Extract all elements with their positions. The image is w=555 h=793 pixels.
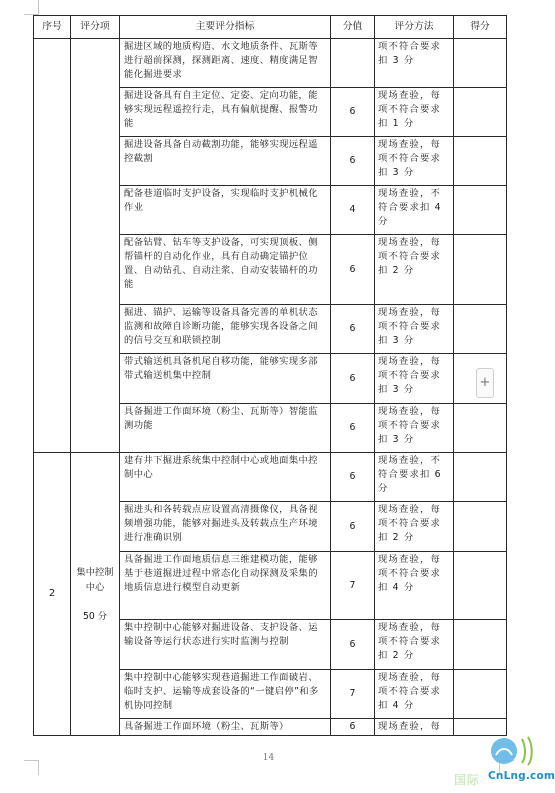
result-cell[interactable] — [454, 137, 507, 186]
score-cell: 7 — [331, 670, 375, 719]
method-cell: 现场查验，每项不符合要求扣 4 分 — [375, 670, 454, 719]
logo-leaf-shape — [528, 737, 532, 765]
table-header-row — [34, 16, 507, 39]
result-cell[interactable] — [454, 39, 507, 88]
result-cell[interactable] — [454, 404, 507, 453]
crop-mark-top-left — [24, 0, 39, 15]
header-item: 评分项 — [71, 16, 120, 39]
table-row — [34, 453, 507, 502]
score-cell: 6 — [331, 354, 375, 404]
category-name: 集中控制中心 — [76, 566, 114, 593]
indicator-cell: 掘进设备具备自动截割功能，能够实现远程遥控截割 — [120, 137, 331, 186]
seq-cell-empty — [34, 39, 71, 453]
header-result: 得分 — [454, 16, 507, 39]
method-cell: 现场查验，每项不符合要求扣 2 分 — [375, 502, 454, 552]
result-cell[interactable] — [454, 502, 507, 552]
scoring-table — [33, 15, 507, 736]
indicator-cell: 具备掘进工作面地质信息三维建模功能，能够基于巷道掘进过程中常态化自动探测及采集的地质信息进行模型自动更新 — [120, 552, 331, 620]
result-cell[interactable] — [454, 620, 507, 670]
header-method: 评分方法 — [375, 16, 454, 39]
indicator-cell: 具备掘进工作面环境（粉尘、瓦斯等）智能监测功能 — [120, 404, 331, 453]
indicator-cell: 集中控制中心能够实现巷道掘进工作面破岩、临时支护、运输等成套设备的“一键启停”和多机协同控制 — [120, 670, 331, 719]
score-cell: 6 — [331, 719, 375, 736]
header-score: 分值 — [331, 16, 375, 39]
indicator-cell: 建有井下掘进系统集中控制中心或地面集中控制中心 — [120, 453, 331, 502]
method-cell: 现场查验，每项不符合要求扣 2 分 — [375, 620, 454, 670]
page-number: 14 — [262, 753, 275, 763]
item-cell-empty — [71, 39, 120, 453]
seq-number: 2 — [34, 453, 71, 736]
category-score: 50 分 — [82, 610, 108, 622]
indicator-cell: 集中控制中心能够对掘进设备、支护设备、运输设备等运行状态进行实时监测与控制 — [120, 620, 331, 670]
add-button[interactable]: + — [476, 368, 494, 398]
header-seq: 序号 — [34, 16, 71, 39]
indicator-cell: 带式输送机具备机尾自移功能，能够实现多部带式输送机集中控制 — [120, 354, 331, 404]
score-cell: 6 — [331, 404, 375, 453]
score-cell: 6 — [331, 88, 375, 137]
method-cell: 现场查验，每项不符合要求扣 3 分 — [375, 354, 454, 404]
header-indicator: 主要评分指标 — [120, 16, 331, 39]
score-cell: 6 — [331, 620, 375, 670]
result-cell[interactable] — [454, 670, 507, 719]
result-cell[interactable] — [454, 235, 507, 305]
method-cell: 现场查验，每项不符合要求扣 1 分 — [375, 88, 454, 137]
method-cell: 现场查验，不符合要求扣 4 分 — [375, 186, 454, 235]
category-cell — [71, 453, 120, 736]
method-cell: 现场查验，不符合要求扣 6 分 — [375, 453, 454, 502]
score-cell: 6 — [331, 235, 375, 305]
method-cell: 现场查验，每项不符合要求扣 3 分 — [375, 404, 454, 453]
score-cell: 7 — [331, 552, 375, 620]
score-cell: 4 — [331, 186, 375, 235]
method-cell: 现场查验，每项不符合要求扣 4 分 — [375, 552, 454, 620]
indicator-cell: 掘进头和各转载点应设置高清摄像仪，具备视频增强功能，能够对掘进头及转载点生产环境进行准确识别 — [120, 502, 331, 552]
result-cell[interactable] — [454, 88, 507, 137]
score-cell: 6 — [331, 305, 375, 354]
score-cell: 6 — [331, 502, 375, 552]
result-cell[interactable] — [454, 552, 507, 620]
method-cell: 现场查验，每项不符合要求扣 3 分 — [375, 305, 454, 354]
indicator-cell: 掘进区域的地质构造、水文地质条件、瓦斯等进行超前探测，探测距离、速度、精度满足智能化掘进要求 — [120, 39, 331, 88]
logo-drop-shape — [491, 738, 517, 764]
table-row — [34, 39, 507, 88]
indicator-cell: 具备掘进工作面环境（粉尘、瓦斯等） — [120, 719, 331, 736]
indicator-cell: 掘进、锚护、运输等设备具备完善的单机状态监测和故障自诊断功能，能够实现各设备之间的信号交互和联锁控制 — [120, 305, 331, 354]
result-cell[interactable] — [454, 305, 507, 354]
indicator-cell: 配备巷道临时支护设备，实现临时支护机械化作业 — [120, 186, 331, 235]
logo-text[interactable]: CnLng.com — [488, 770, 555, 782]
logo-watermark: 国际 — [454, 773, 481, 787]
score-cell — [331, 39, 375, 88]
method-cell: 项不符合要求扣 3 分 — [375, 39, 454, 88]
indicator-cell: 掘进设备具有自主定位、定姿、定向功能，能够实现远程遥控行走，具有偏航提醒、报警功能 — [120, 88, 331, 137]
indicator-cell: 配备钻臂、钻车等支护设备，可实现顶板、侧帮锚杆的自动化作业，具有自动确定锚护位置、自动钻孔、自动注浆、自动安装锚杆的功能 — [120, 235, 331, 305]
logo-leaf-shape — [522, 739, 525, 763]
method-cell: 现场查验，每项不符合要求扣 2 分 — [375, 235, 454, 305]
method-cell: 现场查验，每项不符合要求扣 3 分 — [375, 137, 454, 186]
score-cell: 6 — [331, 453, 375, 502]
method-cell: 现场查验，每 — [375, 719, 454, 736]
score-cell: 6 — [331, 137, 375, 186]
result-cell[interactable] — [454, 186, 507, 235]
result-cell[interactable] — [454, 453, 507, 502]
